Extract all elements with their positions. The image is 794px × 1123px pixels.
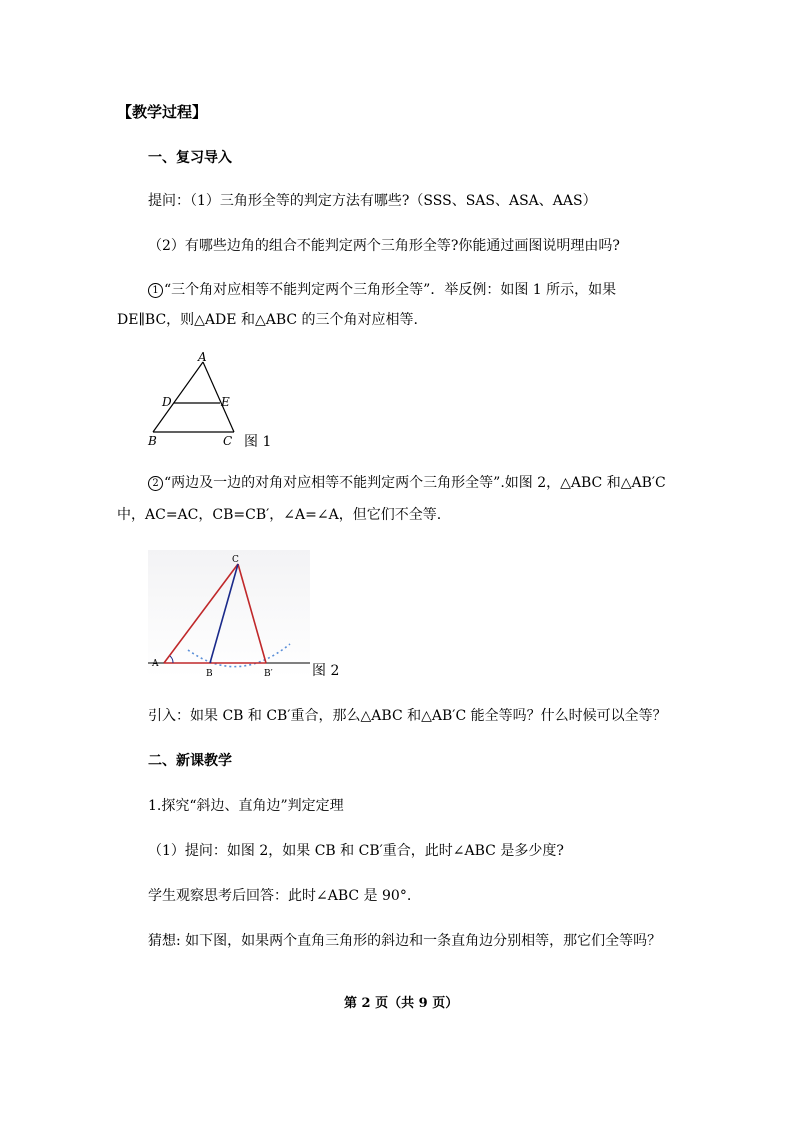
item-1-marker: 1 [148, 283, 163, 298]
question-2: （2）有哪些边角的组合不能判定两个三角形全等?你能通过画图说明理由吗? [148, 238, 620, 254]
fig2-label-C: C [232, 555, 239, 565]
item-1-line-2: DE∥BC，则△ADE 和△ABC 的三个角对应相等. [117, 312, 418, 328]
fig1-label-E: E [221, 395, 230, 409]
item-1-text: “三个角对应相等不能判定两个三角形全等”．举反例：如图 1 所示，如果 [164, 282, 617, 298]
item-2-marker: 2 [148, 476, 163, 491]
part1-heading: 一、复习导入 [148, 150, 232, 166]
item-2-text: “两边及一边的对角对应相等不能判定两个三角形全等”.如图 2，△ABC 和△AB′C [164, 475, 666, 491]
figure-2-caption: 图 2 [312, 663, 340, 679]
item-1-line-1 [148, 280, 616, 300]
conjecture: 猜想: 如下图，如果两个直角三角形的斜边和一条直角边分别相等，那它们全等吗？ [148, 933, 662, 949]
student-answer: 学生观察思考后回答：此时∠ABC 是 90°. [148, 888, 412, 904]
part2-heading: 二、新课教学 [148, 753, 232, 769]
item-2-line-2: 中，AC=AC，CB=CB′，∠A=∠A，但它们不全等. [117, 507, 442, 523]
fig2-label-A: A [152, 659, 159, 669]
intro-question: 引入：如果 CB 和 CB′重合，那么△ABC 和△AB′C 能全等吗？什么时候可以全等？ [148, 708, 667, 724]
fig1-side-AB [153, 362, 203, 432]
question-1: 提问：（1）三角形全等的判定方法有哪些?（SSS、SAS、ASA、AAS） [148, 193, 597, 209]
fig1-label-B: B [148, 434, 157, 448]
subsection-1: 1.探究“斜边、直角边”判定定理 [148, 798, 344, 814]
figure-1 [140, 348, 250, 448]
figure-1-caption: 图 1 [244, 434, 272, 450]
section-title: 【教学过程】 [117, 103, 208, 121]
part2-question: （1）提问：如图 2，如果 CB 和 CB′重合，此时∠ABC 是多少度? [148, 843, 564, 859]
fig1-label-D: D [162, 395, 172, 409]
fig2-label-B: B [206, 669, 213, 678]
fig1-label-C: C [223, 434, 233, 448]
page-footer: 第 2 页（共 9 页） [344, 996, 459, 1011]
figure-2 [148, 550, 310, 678]
fig2-label-B-prime: B′ [264, 669, 273, 678]
fig1-label-A: A [198, 350, 207, 364]
item-2-line-1 [148, 473, 666, 493]
